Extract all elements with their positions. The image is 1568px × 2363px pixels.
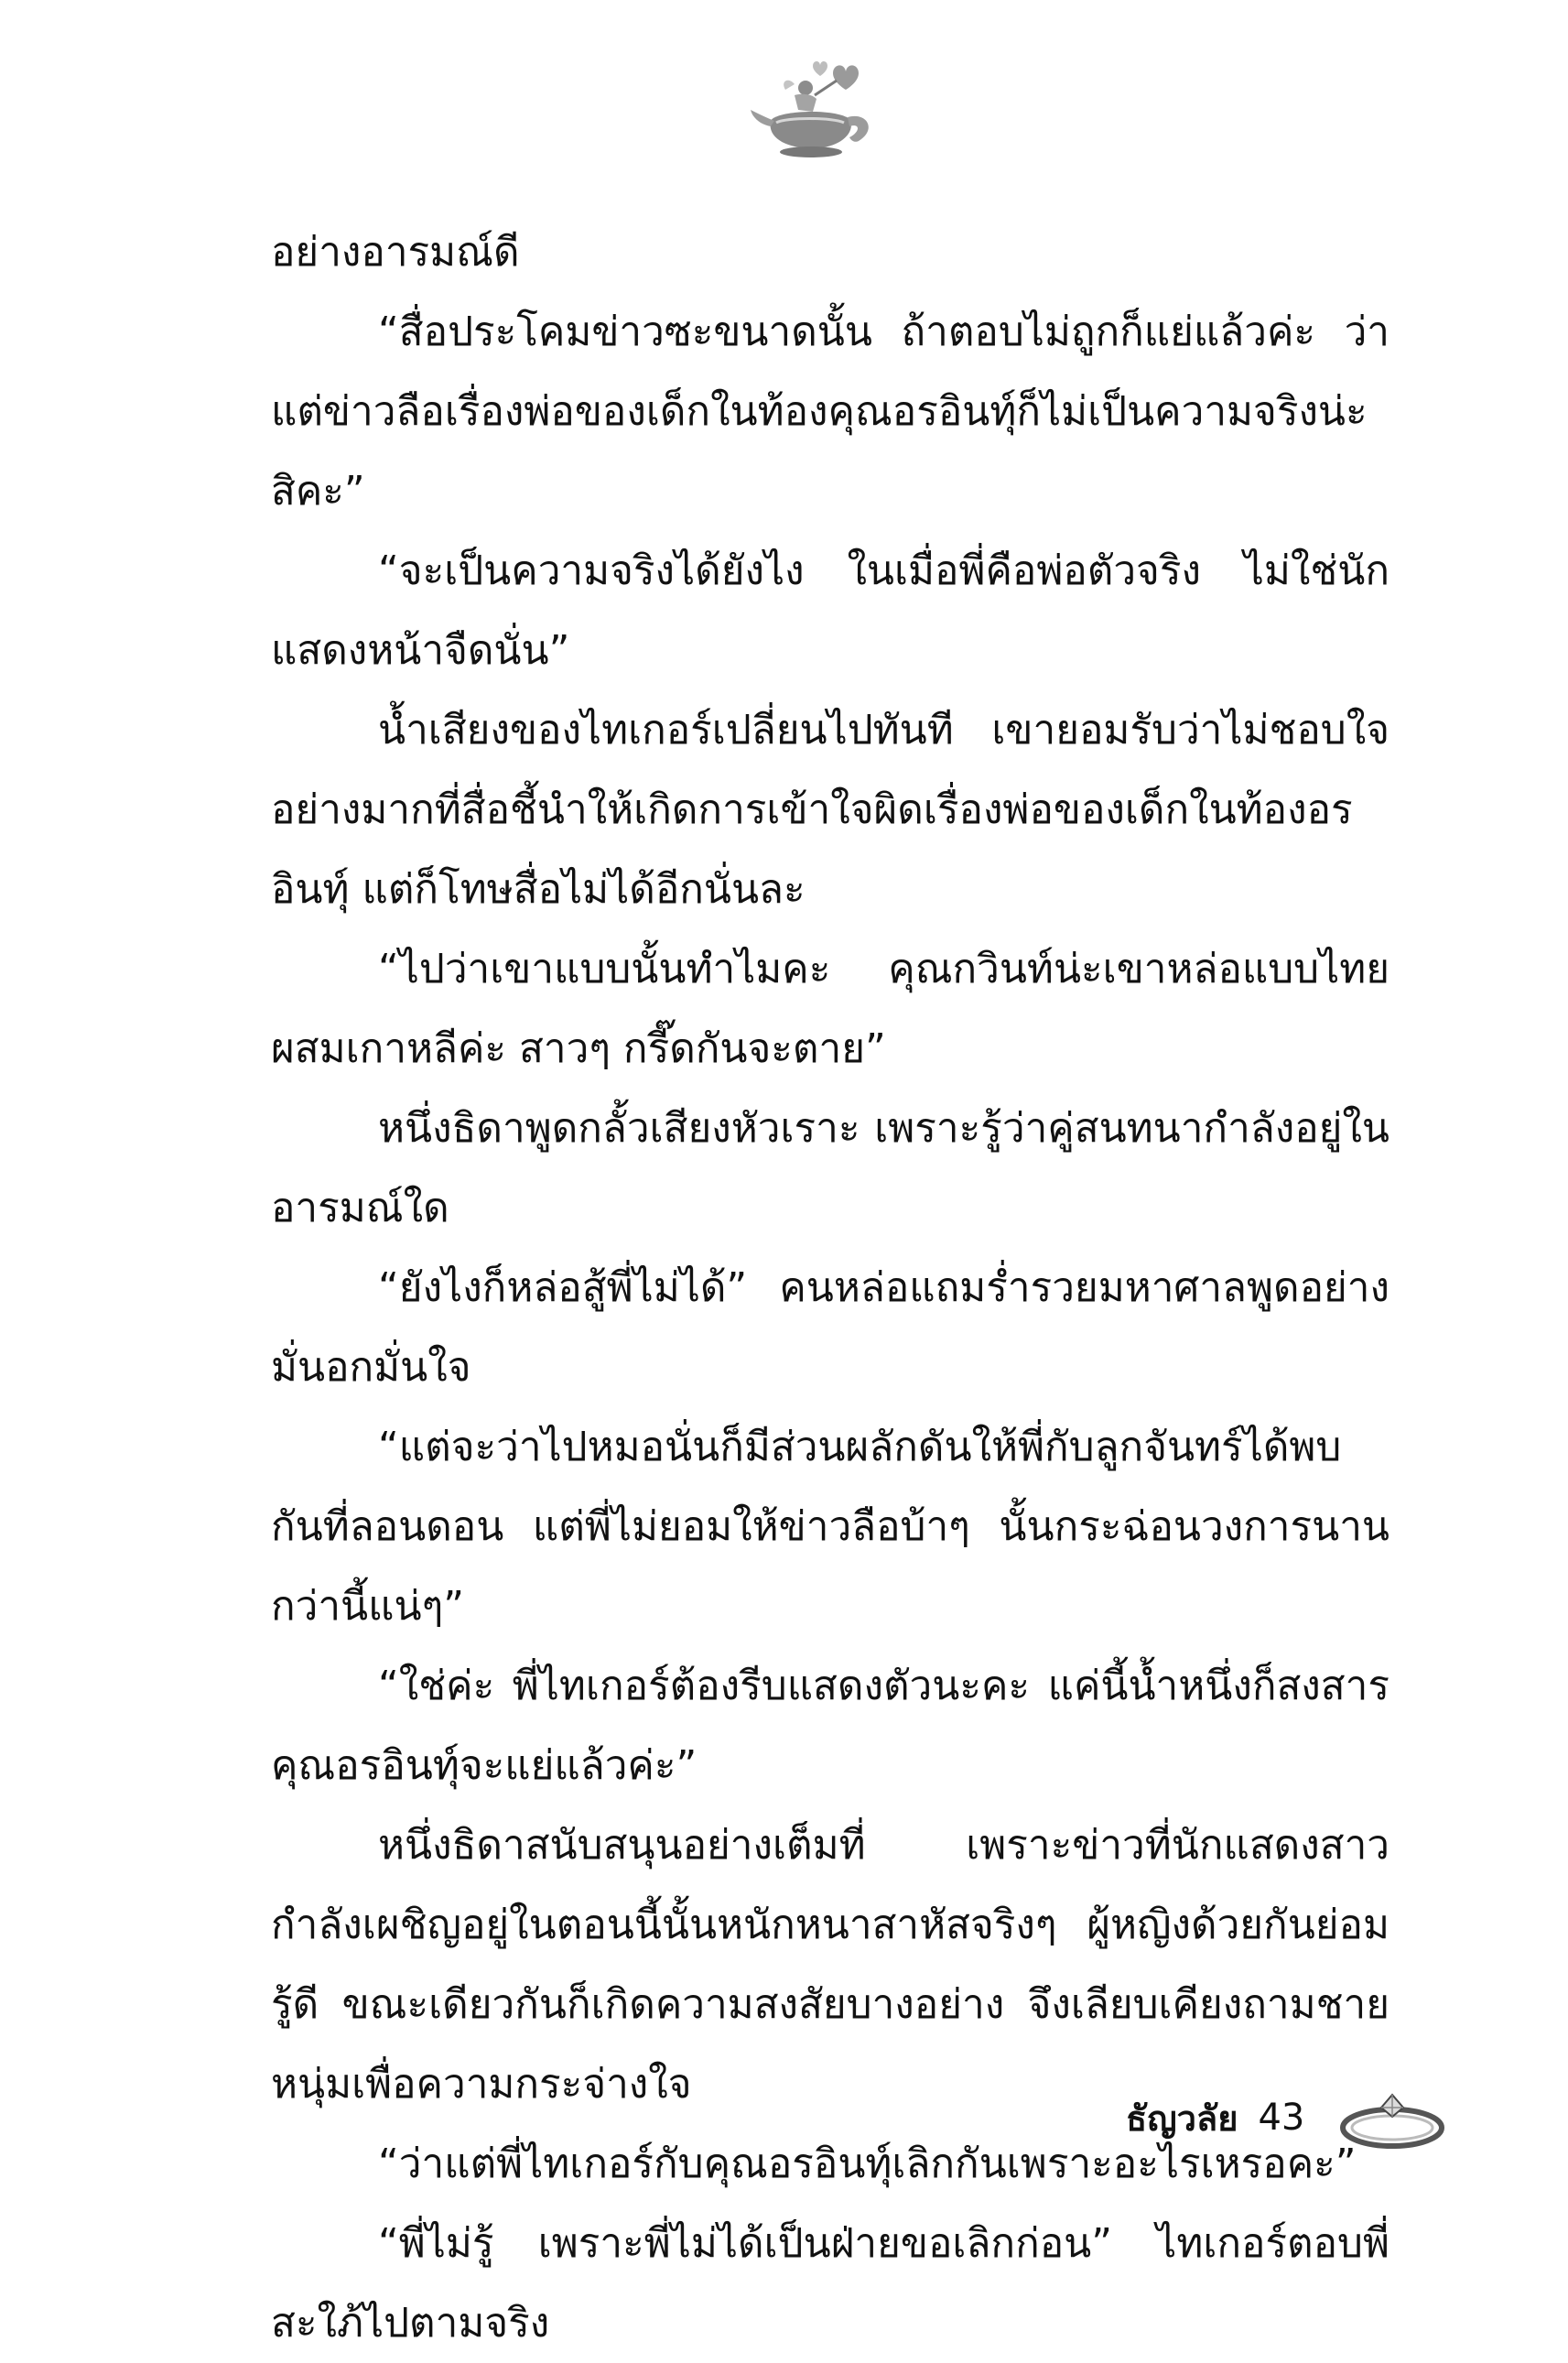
footer-title: ธัญวลัย <box>1126 2097 1238 2139</box>
paragraph: “สื่อประโคมข่าวซะขนาดนั้น ถ้าตอบไม่ถูกก็แย่แล้วค่ะ ว่าแต่ข่าวลือเรื่องพ่อของเด็กในท้องคุณอรอินทุ์ก็ไม่เป็นความจริงน่ะสิคะ” <box>271 309 1390 515</box>
paragraph: “พี่ไม่รู้ เพราะพี่ไม่ได้เป็นฝ่ายขอเลิกก่อน” ไทเกอร์ตอบพี่สะใภ้ไปตามจริง <box>271 2220 1390 2347</box>
teapot-cupid-ornament-icon <box>749 53 886 163</box>
diamond-ring-icon <box>1337 2086 1449 2150</box>
paragraph: หนึ่งธิดาสนับสนุนอย่างเต็มที่ เพราะข่าวที่นักแสดงสาวกำลังเผชิญอยู่ในตอนนี้นั้นหนักหนาสาหัสจริงๆ ผู้หญิงด้วยกันย่อมรู้ดี ขณะเดียวกันก็เกิดความสงสัยบางอย่าง จึงเลียบเคียงถามชายหนุ่มเพื่อความกระจ่างใจ <box>271 1822 1390 2108</box>
page-number: 43 <box>1258 2097 1305 2139</box>
paragraph: “ยังไงก็หล่อสู้พี่ไม่ได้” คนหล่อแถมร่ำรวยมหาศาลพูดอย่างมั่นอกมั่นใจ <box>271 1264 1390 1391</box>
paragraph: น้ำเสียงของไทเกอร์เปลี่ยนไปทันที เขายอมรับว่าไม่ชอบใจอย่างมากที่สื่อชี้นำให้เกิดการเข้าใจผิดเรื่องพ่อของเด็กในท้องอรอินทุ์ แต่ก็โทษสื่อไม่ได้อีกนั่นละ <box>271 707 1390 913</box>
page-footer <box>1126 2086 1449 2150</box>
paragraph: “ว่าแต่พี่ไทเกอร์กับคุณอรอินทุ์เลิกกันเพราะอะไรเหรอคะ” <box>378 2141 1357 2187</box>
body-text <box>271 212 1390 2363</box>
paragraph: อย่างอารมณ์ดี <box>271 229 520 276</box>
paragraph: “จะเป็นความจริงได้ยังไง ในเมื่อพี่คือพ่อตัวจริง ไม่ใช่นักแสดงหน้าจืดนั่น” <box>271 547 1390 674</box>
paragraph: หนึ่งธิดาพูดกลั้วเสียงหัวเราะ เพราะรู้ว่าคู่สนทนากำลังอยู่ในอารมณ์ใด <box>271 1105 1390 1231</box>
paragraph: “ใช่ค่ะ พี่ไทเกอร์ต้องรีบแสดงตัวนะคะ แค่นี้น้ำหนึ่งก็สงสารคุณอรอินทุ์จะแย่แล้วค่ะ” <box>271 1663 1390 1789</box>
paragraph: “แต่จะว่าไปหมอนั่นก็มีส่วนผลักดันให้พี่กับลูกจันทร์ได้พบกันที่ลอนดอน แต่พี่ไม่ยอมให้ข่าวลือบ้าๆ นั้นกระฉ่อนวงการนานกว่านี้แน่ๆ” <box>271 1424 1390 1630</box>
paragraph: “ไปว่าเขาแบบนั้นทำไมคะ คุณกวินท์น่ะเขาหล่อแบบไทยผสมเกาหลีค่ะ สาวๆ กรี๊ดกันจะตาย” <box>271 946 1390 1072</box>
